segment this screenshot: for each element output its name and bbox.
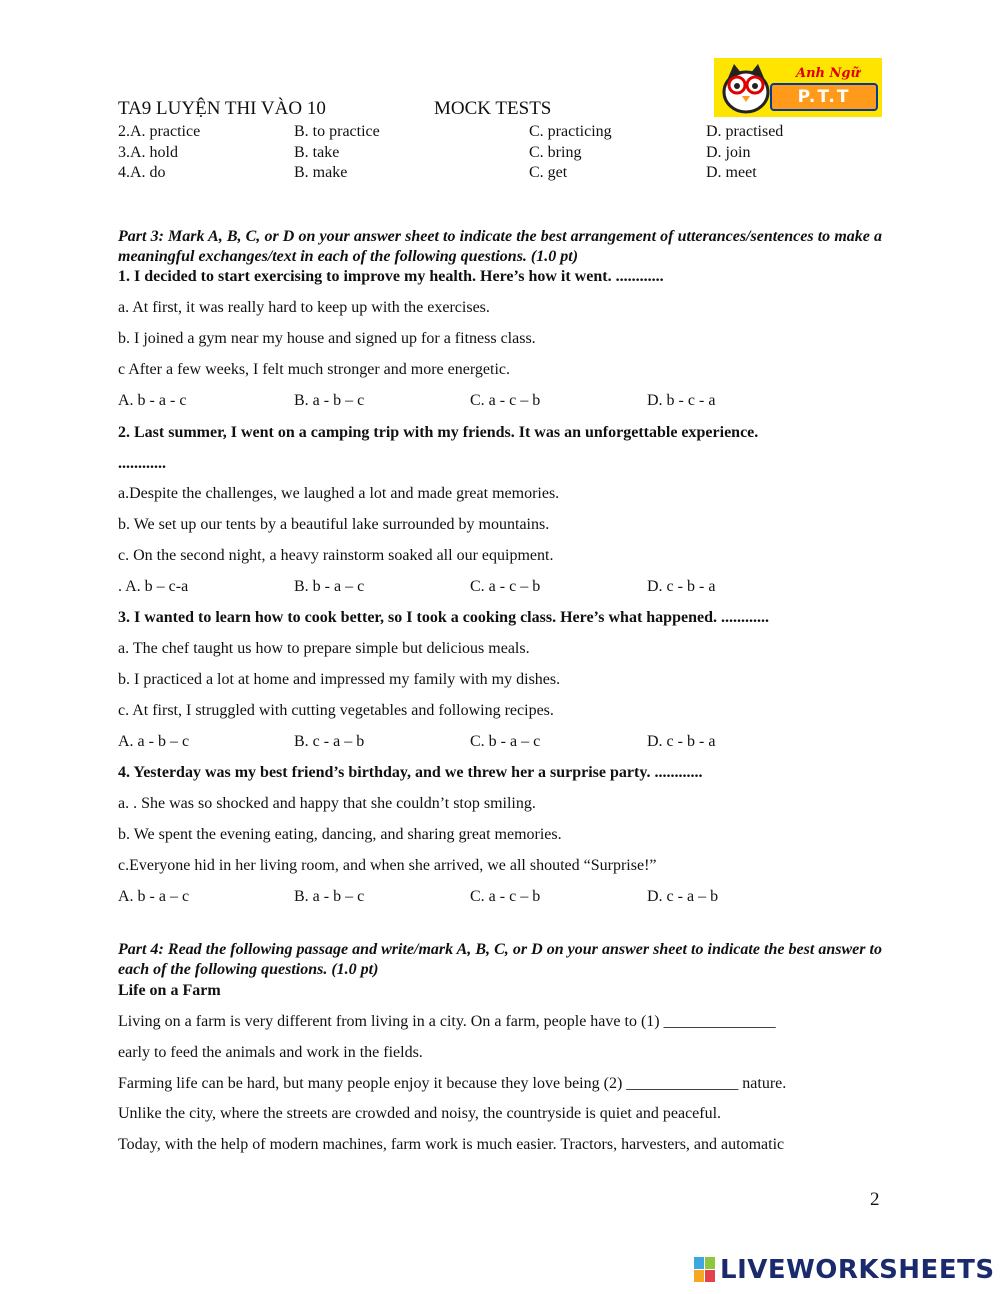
logo-line1: Anh Ngữ [796, 66, 860, 81]
option: D. meet [706, 164, 757, 181]
answer-option: B. c - a – b [294, 733, 365, 750]
answer-option: D. b - c - a [647, 392, 716, 409]
question-item: c. At first, I struggled with cutting vegetables and following recipes. [118, 702, 554, 719]
answer-option: C. a - c – b [470, 392, 541, 409]
answer-option: A. b - a - c [118, 392, 187, 409]
passage-line: Living on a farm is very different from living in a city. On a farm, people have to (1) ______________ [118, 1013, 776, 1030]
answer-option: C. a - c – b [470, 888, 541, 905]
answer-option: B. a - b – c [294, 888, 365, 905]
part3-instruction: Part 3: Mark A, B, C, or D on your answer sheet to indicate the best arrangement of utterances/sentences to make a meaningful exchanges/text in each of the following questions. (1.0 pt) [118, 228, 882, 265]
logo-line2: P.T.T [770, 83, 878, 111]
option: D. practised [706, 123, 784, 140]
answer-option: A. a - b – c [118, 733, 190, 750]
option: B. to practice [294, 123, 380, 140]
option: B. make [294, 164, 348, 181]
option: B. take [294, 144, 340, 161]
passage-line: Today, with the help of modern machines, farm work is much easier. Tractors, harvesters, and automatic [118, 1136, 785, 1153]
header-subtitle: MOCK TESTS [434, 98, 552, 119]
question-prompt-cont: ............ [118, 455, 166, 472]
answer-option: C. a - c – b [470, 578, 541, 595]
question-item: c.Everyone hid in her living room, and when she arrived, we all shouted “Surprise!” [118, 857, 657, 874]
passage-title: Life on a Farm [118, 982, 221, 999]
answer-option: D. c - b - a [647, 578, 716, 595]
passage-line: early to feed the animals and work in the fields. [118, 1044, 423, 1061]
option: 3.A. hold [118, 144, 178, 161]
option: 2.A. practice [118, 123, 201, 140]
question-item: a. The chef taught us how to prepare simple but delicious meals. [118, 640, 530, 657]
question-item: b. I practiced a lot at home and impressed my family with my dishes. [118, 671, 561, 688]
answer-option: B. a - b – c [294, 392, 365, 409]
answer-option: C. b - a – c [470, 733, 541, 750]
question-item: b. We spent the evening eating, dancing, and sharing great memories. [118, 826, 562, 843]
passage-line: Farming life can be hard, but many people enjoy it because they love being (2) ______________ nature. [118, 1075, 787, 1092]
answer-option: D. c - a – b [647, 888, 719, 905]
option: C. practicing [529, 123, 612, 140]
answer-option: B. b - a – c [294, 578, 365, 595]
answer-option: . A. b – c-a [118, 578, 189, 595]
owl-icon [718, 58, 778, 117]
liveworksheets-logo-icon [694, 1257, 716, 1283]
question-item: c After a few weeks, I felt much stronger and more energetic. [118, 361, 510, 378]
brand-logo [714, 58, 882, 117]
page-number: 2 [870, 1189, 880, 1210]
part4-instruction: Part 4: Read the following passage and write/mark A, B, C, or D on your answer sheet to indicate the best answer to each of the following questions. (1.0 pt) [118, 941, 882, 978]
question-prompt: 4. Yesterday was my best friend’s birthday, and we threw her a surprise party. ............ [118, 764, 703, 781]
question-prompt: 2. Last summer, I went on a camping trip with my friends. It was an unforgettable experience. [118, 424, 759, 441]
passage-line: Unlike the city, where the streets are crowded and noisy, the countryside is quiet and peaceful. [118, 1105, 722, 1122]
question-item: a. . She was so shocked and happy that she couldn’t stop smiling. [118, 795, 536, 812]
option: C. bring [529, 144, 582, 161]
question-item: a.Despite the challenges, we laughed a lot and made great memories. [118, 485, 560, 502]
option: D. join [706, 144, 751, 161]
question-item: c. On the second night, a heavy rainstorm soaked all our equipment. [118, 547, 554, 564]
option: C. get [529, 164, 568, 181]
question-prompt: 3. I wanted to learn how to cook better, so I took a cooking class. Here’s what happened. ............ [118, 609, 769, 626]
answer-option: A. b - a – c [118, 888, 190, 905]
question-item: b. I joined a gym near my house and signed up for a fitness class. [118, 330, 536, 347]
option: 4.A. do [118, 164, 166, 181]
question-prompt: 1. I decided to start exercising to improve my health. Here’s how it went. ............ [118, 268, 664, 285]
footer-brand-text: LIVEWORKSHEETS [720, 1255, 995, 1285]
header-title: TA9 LUYỆN THI VÀO 10 [118, 98, 326, 119]
question-item: a. At first, it was really hard to keep up with the exercises. [118, 299, 490, 316]
answer-option: D. c - b - a [647, 733, 716, 750]
question-item: b. We set up our tents by a beautiful lake surrounded by mountains. [118, 516, 550, 533]
